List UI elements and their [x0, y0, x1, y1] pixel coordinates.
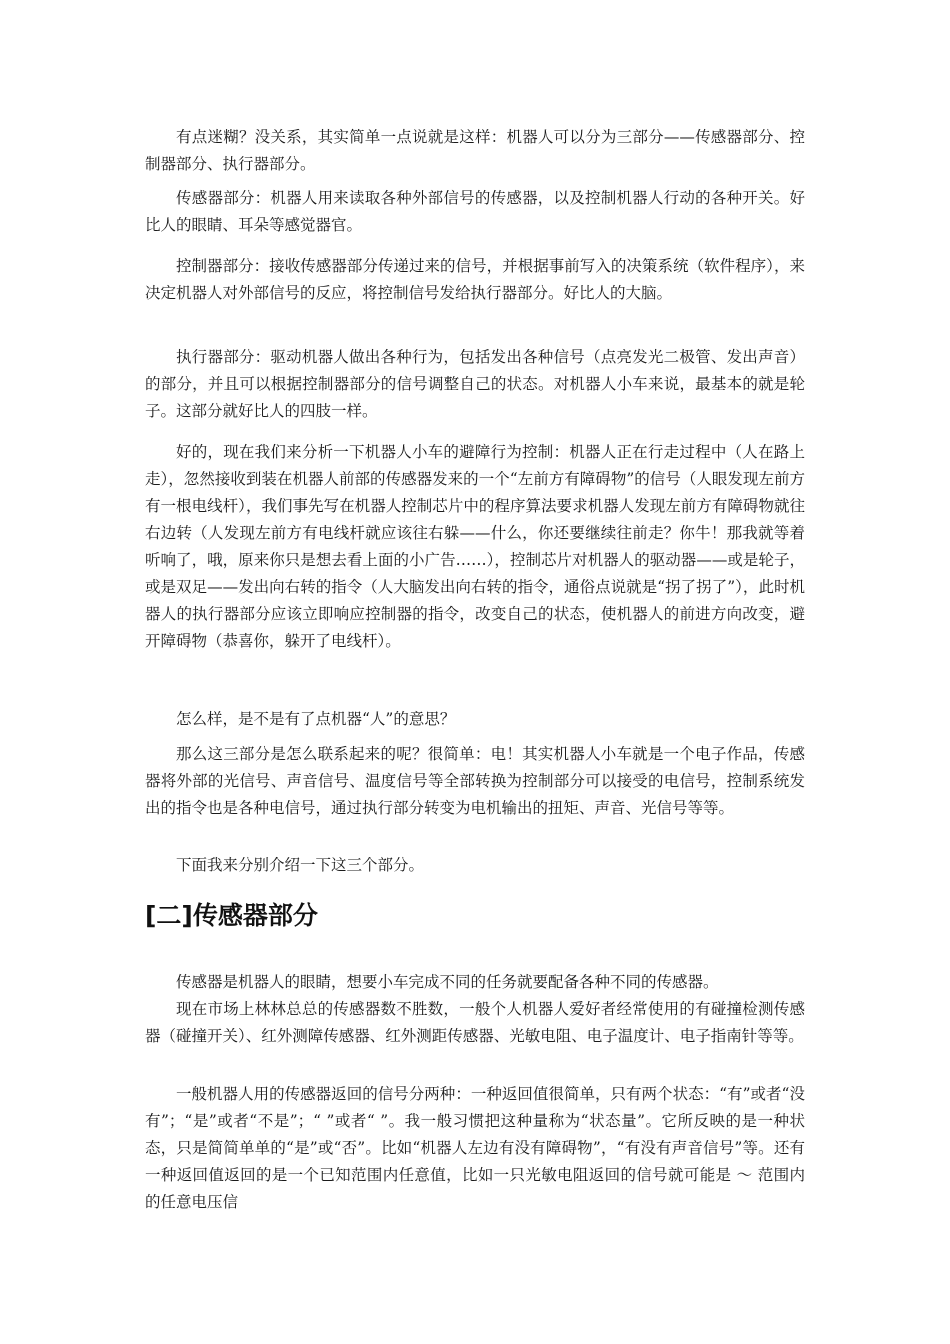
- paragraph-electricity: 那么这三部分是怎么联系起来的呢？很简单：电！其实机器人小车就是一个电子作品，传感器将外部的光信号、声音信号、温度信号等全部转换为控制部分可以接受的电信号，控制系统发出的指令也是各种电信号，通过执行部分转变为电机输出的扭矩、声音、光信号等等。: [145, 745, 805, 817]
- section-heading: [二]传感器部分: [145, 901, 318, 930]
- paragraph-sensor-market: 现在市场上林林总总的传感器数不胜数，一般个人机器人爱好者经常使用的有碰撞检测传感器（碰撞开关）、红外测障传感器、红外测距传感器、光敏电阻、电子温度计、电子指南针等等。: [145, 1000, 805, 1045]
- paragraph-transition: 下面我来分别介绍一下这三个部分。: [176, 856, 425, 874]
- paragraph-sensor-part: 传感器部分：机器人用来读取各种外部信号的传感器，以及控制机器人行动的各种开关。好比人的眼睛、耳朵等感觉器官。: [145, 189, 805, 234]
- paragraph-intro: 有点迷糊？没关系，其实简单一点说就是这样：机器人可以分为三部分——传感器部分、控制器部分、执行器部分。: [145, 128, 805, 173]
- paragraph-signal-types: 一般机器人用的传感器返回的信号分两种：一种返回值很简单，只有两个状态：“有”或者“没有”；“是”或者“不是”；“ ”或者“ ”。我一般习惯把这种量称为“状态量”。它所反映的是一种状态，只是简简单单的“是”或“否”。比如“机器人左边有没有障碍物”，“有没有声音信号”等。还有一种返回值返回的是一个已知范围内任意值，比如一只光敏电阻返回的信号就可能是 ～ 范围内的任意电压信: [145, 1085, 805, 1211]
- paragraph-actuator-part: 执行器部分：驱动机器人做出各种行为，包括发出各种信号（点亮发光二极管、发出声音）的部分，并且可以根据控制器部分的信号调整自己的状态。对机器人小车来说，最基本的就是轮子。这部分就好比人的四肢一样。: [145, 348, 805, 420]
- paragraph-question: 怎么样，是不是有了点机器“人”的意思？: [176, 710, 456, 728]
- paragraph-controller-part: 控制器部分：接收传感器部分传递过来的信号，并根据事前写入的决策系统（软件程序），来决定机器人对外部信号的反应，将控制信号发给执行器部分。好比人的大脑。: [145, 257, 805, 302]
- paragraph-obstacle-example: 好的，现在我们来分析一下机器人小车的避障行为控制：机器人正在行走过程中（人在路上走），忽然接收到装在机器人前部的传感器发来的一个“左前方有障碍物”的信号（人眼发现左前方有一根电线杆），我们事先写在机器人控制芯片中的程序算法要求机器人发现左前方有障碍物就往右边转（人发现左前方有电线杆就应该往右躲——什么，你还要继续往前走？你牛！那我就等着听响了，哦，原来你只是想去看上面的小广告……），控制芯片对机器人的驱动器——或是轮子，或是双足——发出向右转的指令（人大脑发出向右转的指令，通俗点说就是“拐了拐了”），此时机器人的执行器部分应该立即响应控制器的指令，改变自己的状态，使机器人的前进方向改变，避开障碍物（恭喜你，躲开了电线杆）。: [145, 443, 805, 650]
- paragraph-sensor-eyes: 传感器是机器人的眼睛，想要小车完成不同的任务就要配备各种不同的传感器。: [176, 973, 719, 991]
